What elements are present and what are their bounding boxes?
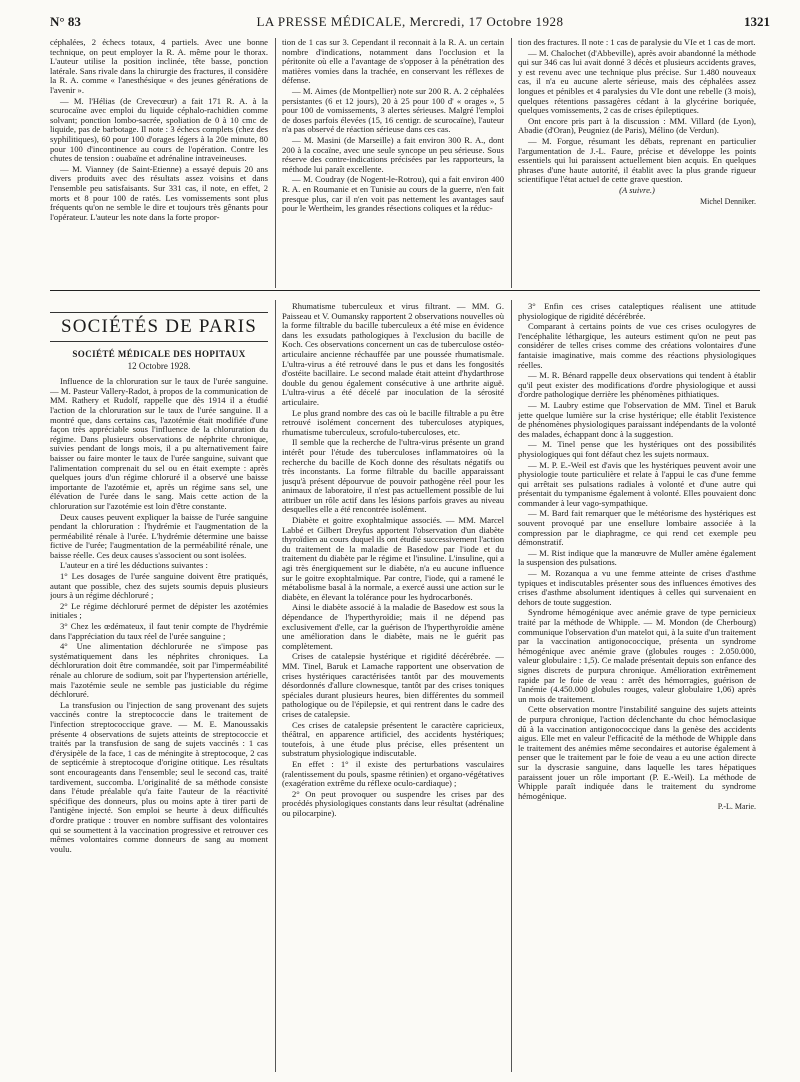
article-paragraph: Syndrome hémogénique avec anémie grave de type pernicieux traité par la méthode de Whipple. — M. Mondon (de Cherbourg) communique l'observation d'un matelot qui, à la suite d'un traitement par la vaccination antigonococcique, présenta un syndrome hémogénique avec anémie grave (globules rouges : 2.050.000, valeur globulaire : 1,5). Ce malade présentait depuis son enfance des signes discrets de purpura chronique. Amélioration extrêmement rapide par le foie de veau : arrêt des hémorragies, guérison de l'anémie (4.450.000 globules rouges, valeur globulaire 1,06) après un mois de traitement.	[518, 607, 756, 704]
article-paragraph: Diabète et goitre exophtalmique associés. — MM. Marcel Labbé et Gilbert Dreyfus apportent l'observation d'un diabète thyroïdien au cours duquel ils ont étudié successivement l'action du traitement de la maladie de Basedow par l'iode et du traitement du diabète par le régime et l'insuline. L'insuline, qui a agi très énergiquement sur le diabète, n'a eu aucune influence sur le goitre exophtalmique. Par contre, l'iode, qui a ramené le métabolisme basal à la normale, a exercé aussi une action sur le diabète, en élevant la tolérance pour les hydrocarbonés.	[282, 515, 504, 602]
paragraph: Ont encore pris part à la discussion : MM. Villard (de Lyon), Abadie (d'Oran), Peugniez (de Paris), Mélino (de Verdun).	[518, 115, 756, 136]
top-column-1	[50, 38, 268, 286]
paragraph: tion de 1 cas sur 3. Cependant il reconnait à la R. A. un certain nombre d'indications, notamment dans l'occlusion et la péritonite où elle a l'avantage de s'opposer à la pénétration des matières vomies dans la trachée, en conservant les réflexes de défense.	[282, 38, 504, 86]
paragraph: Il semble que la recherche de l'ultra-virus présente un grand intérêt pour l'étude des tuberculoses inflammatoires où la recherche du bacille de Koch donne des résultats négatifs ou très inconstants. La forme filtrable du bacille apparaissant jusqu'à présent dépourvue de pouvoir pathogène réel pour les animaux de laboratoire, il n'est pas actuellement possible de lui attribuer un rôle actif dans les lésions parfois graves au niveau desquelles elle a été rencontrée isolément.	[282, 437, 504, 515]
paragraph: — M. Chalochet (d'Abbeville), après avoir abandonné la méthode qui sur 346 cas lui avait donné 3 décès et plusieurs accidents graves, y est revenu avec une technique plus précise. Sur 1.480 nouveaux cas, il n'a eu aucune alerte sérieuse, mais des céphalées assez longues et pénibles et 4 paralysies du VIe dont une rebelle (3 mois), quelques rétentions passagères cédant à la glycérine boriquée, quelques vomissements, 2 cas de crises épileptiques.	[518, 47, 756, 116]
paragraph: Le plus grand nombre des cas où le bacille filtrable a pu être retrouvé isolément concernent des tuberculoses atypiques, rhumatisme tuberculeux, scrofulo-tuberculoses, etc.	[282, 407, 504, 437]
paragraph: — M. Bard fait remarquer que le météorisme des hystériques est souvent provoqué par une ensellure lombaire associée à la compression par le diaphragme, ce qui rend cet exemple peu démonstratif.	[518, 508, 756, 548]
bottom-column-3	[518, 302, 756, 1072]
paragraph: 3° Chez les œdémateux, il faut tenir compte de l'hydrémie dans l'appréciation du taux réel de l'urée sanguine ;	[50, 621, 268, 641]
column-divider	[275, 38, 276, 288]
page-number-right: 1321	[744, 14, 770, 29]
paragraph: En effet : 1° il existe des perturbations vasculaires (ralentissement du pouls, spasme rétinien) et organo-végétatives (exagération extrême du réflexe oculo-cardiaque) ;	[282, 758, 504, 789]
article-paragraph: Influence de la chloruration sur le taux de l'urée sanguine. — M. Pasteur Vallery-Radot, à propos de la communication de MM. Rathery et Rudolf, rappelle que dès 1914 il a étudié l'action de la chloruration sur le taux de l'urée sanguine. Il a montré que, dans certains cas, l'azotémie était modifiée d'une façon très appréciable sous l'influence de la chloruration du régime. Dans plusieurs observations de néphrite chronique, suivies pendant de longs mois, il a pu alternativement faire baisser ou faire monter le taux de l'urée sanguine, suivant que l'alimentation comprenait du sel ou en était exempte : après quelques jours d'un régime chloruré il a observé une baisse importante de l'azotémie et, après un régime sans sel, une élévation de l'urée dans le sang. Mais cette action de la chloruration sur l'azotémie est loin d'être constante.	[50, 376, 268, 511]
paragraph: — M. Masini (de Marseille) a fait environ 300 R. A., dont 200 à la cocaïne, avec une seule syncope un peu sérieuse. Sous réserve des contre-indications précisées par les rapporteurs, la méthode lui paraît excellente.	[282, 134, 504, 174]
column-divider	[511, 300, 512, 1072]
paragraph: — M. Tinel pense que les hystériques ont des possibilités physiologiques qui font défaut chez les sujets normaux.	[518, 439, 756, 459]
page-header	[50, 14, 770, 34]
paragraph: 2° Le régime déchloruré permet de dépister les azotémies initiales ;	[50, 600, 268, 621]
paragraph: Deux causes peuvent expliquer la baisse de l'urée sanguine pendant la chloruration : l'hydrémie et l'augmentation de la perméabilité rénale à l'urée. L'hydrémie détermine une baisse fictive de l'urée; l'augmentation de la perméabilité rénale, une baisse réelle. Ces deux causes s'associent ou sont isolées.	[50, 511, 268, 560]
society-name: SOCIÉTÉ MÉDICALE DES HOPITAUX	[72, 349, 246, 359]
paragraph: tion des fractures. Il note : 1 cas de paralysie du VIe et 1 cas de mort.	[518, 38, 756, 47]
paragraph: — M. Forgue, résumant les débats, reprenant en particulier l'argumentation de J.-L. Faure, précise et développe les points essentiels qui lui paraissent actuellement bien acquis. En quelques phrases d'une haute autorité, il établit avec la plus grande rigueur scientifique l'état actuel de cette grave question.	[518, 135, 756, 185]
paragraph: — M. Laubry estime que l'observation de MM. Tinel et Baruk jette quelque lumière sur la crise hystérique; elle établit l'existence de phénomènes physiologiques paraissant indépendants de la volonté des malades, échappant donc à la suggestion.	[518, 399, 756, 439]
column-divider	[511, 38, 512, 288]
paragraph: Comparant à certains points de vue ces crises oculogyres de l'encéphalite léthargique, les auteurs estiment qu'on ne peut pas considérer de telles crises comme des créations volontaires d'une fantaisie imaginative, mais comme des réactions physiologiques réelles.	[518, 321, 756, 370]
session-date: 12 Octobre 1928.	[127, 360, 191, 371]
paragraph: 3° Enfin ces crises cataleptiques réalisent une attitude physiologique de rigidité décérébrée.	[518, 302, 756, 321]
author-signature: Michel Denniker.	[700, 196, 756, 206]
bottom-column-2	[282, 302, 504, 1072]
paragraph: 1° Les dosages de l'urée sanguine doivent être pratiqués, autant que possible, chez des sujets soumis depuis plusieurs jours à un régime déchloruré ;	[50, 571, 268, 601]
section-divider	[50, 290, 760, 291]
article-paragraph: Rhumatisme tuberculeux et virus filtrant. — MM. G. Paisseau et V. Oumansky rapportent 2 observations nouvelles où la forme filtrable du bacille tuberculeux a été mise en évidence dans les exsudats pathologiques à l'exclusion du bacille de Koch. Ces observations concernent un cas de tuberculose ostéo-articulaire ancienne réchauffée par une poussée rhumatismale. L'ultra-virus a été retrouvé dans le pus et dans les fongosités d'ostéite bacillaire. Le second malade était atteint d'hydarthrose double du genou également consécutive à une arthrite aiguë. L'ultra-virus a été décelé par inoculation de la sérosité articulaire.	[282, 302, 504, 407]
paragraph: — M. Rist indique que la manœuvre de Muller amène également la suspension des pulsations.	[518, 547, 756, 568]
to-be-continued: (A suivre.)	[619, 184, 655, 195]
paragraph: céphalées, 2 échecs totaux, 4 partiels. Avec une bonne technique, on peut employer la R. A. même pour le thorax. L'auteur utilise la position inclinée, tête basse, ponction latérale. Sans rivale dans la chirurgie des fractures, il considère la R. A. comme « l'anesthésique « des jeunes générations de l'avenir ».	[50, 38, 268, 95]
paragraph: 2° On peut provoquer ou suspendre les crises par des procédés physiologiques constants dans leur résultat (adrénaline ou pilocarpine).	[282, 788, 504, 818]
paragraph: Ainsi le diabète associé à la maladie de Basedow est sous la dépendance de l'hyperthyroïdie; mais il ne dépend pas exclusivement d'elle, car la guérison de l'hyperthyroïdie amène une amélioration dans le diabète, mais ne le guérit pas complètement.	[282, 602, 504, 651]
paragraph: 4° Une alimentation déchlorurée ne s'impose pas systématiquement dans les néphrites chroniques. La déchloruration doit être commandée, soit par l'imperméabilité rénale au chlorure de sodium, soit par l'hypertension artérielle, mais l'azotémie seule ne semble pas justiciable du régime déchloruré.	[50, 641, 268, 700]
column-divider	[275, 300, 276, 1072]
paragraph: — M. Rozanqua a vu une femme atteinte de crises d'asthme typiques et indiscutables présenter sous des influences émotives des crises d'asthme absolument identiques à celles qui survenaient en dehors de toute suggestion.	[518, 568, 756, 607]
bottom-column-1	[50, 302, 268, 1072]
author-signature: P.-L. Marie.	[717, 802, 756, 812]
article-paragraph: Crises de catalepsie hystérique et rigidité décérébrée. — MM. Tinel, Baruk et Lamache rapportent une observation de crises hystériques caractérisées tantôt par des mouvements désordonnés d'allure clownesque, tantôt par des crises toniques spéciales durant plusieurs heures, bien différentes du sommeil pathologique ou de l'épilepsie, et qui rentrent dans le cadre des crises de catalepsie.	[282, 651, 504, 719]
paragraph: — M. P. E.-Weil est d'avis que les hystériques peuvent avoir une physiologie toute particulière et relate à l'appui le cas d'une femme qui arrêtait ses pulsations radiales à volonté et d'une autre qui présentait du tympanisme également à volonté. Elles pouvaient donc commander à leur vago-sympathique.	[518, 459, 756, 508]
journal-title: LA PRESSE MÉDICALE, Mercredi, 17 Octobre 1928	[256, 14, 564, 29]
paragraph: — M. Coudray (de Nogent-le-Rotrou), qui a fait environ 400 R. A. en Roumanie et en Tunisie au cours de la guerre, n'en fait presque plus, car il n'en voit pas nettement les avantages sauf pour le Wertheim, les grandes résections coliques et la réduc-	[282, 174, 504, 214]
paragraph: — M. Vianney (de Saint-Etienne) a essayé depuis 20 ans divers produits avec des résultats assez voisins et dans l'ensemble peu satisfaisants. Sur 331 cas, il note, en effet, 2 morts et 8 pour 100 de ratés. Les vomissements sont plus fréquents qu'on ne semble le dire et toujours très gênants pour l'opérateur. L'auteur les note dans la forte propor-	[50, 163, 268, 222]
paragraph: — M. R. Bénard rappelle deux observations qui tendent à établir qu'il peut exister des modifications d'ordre physiologique et aussi d'ordre pathologique derrière les phénomènes pithiatiques.	[518, 370, 756, 400]
top-column-2	[282, 38, 504, 286]
section-title: SOCIÉTÉS DE PARIS	[50, 312, 268, 342]
paragraph: Cette observation montre l'instabilité sanguine des sujets atteints de purpura chronique, l'action déclenchante du choc hémoclasique dû à la vaccination antigonococcique dans la genèse des accidents aigus. Elle met en valeur l'efficacité de la méthode de Whipple dans le traitement des anémies même secondaires et autorise également à penser que le traitement par le foie de veau a eu une action directe sur la dyscrasie sanguine, dans laquelle les tares hépatiques paraissent jouer un rôle important (P. E.-Weil). La méthode de Whipple paraît indiquée dans le traitement du syndrome hémogénique.	[518, 704, 756, 801]
paragraph: — M. l'Hélias (de Crevecœur) a fait 171 R. A. à la scurocaïne avec emploi du liquide céphalo-rachidien comme solvant; ponction lombo-sacrée, spoliation de 0 à 10 cmc de liquide, pas de barbotage. Il note : 3 échecs complets (chez des syphilitiques), 60 pour 100 d'orages légers à la 20e minute, 80 pour 100 d'incontinence au cours de l'opération. Contre les chutes de tension : ouabaïne et adrénaline intraveineuses.	[50, 95, 268, 164]
paragraph: — M. Aimes (de Montpellier) note sur 200 R. A. 2 céphalées persistantes (6 et 12 jours), 20 à 25 pour 100 d' « orages », 5 pour 100 de vomissements, 3 alertes sérieuses. Malgré l'emploi de doses parfois élevées (15, 16 centigr. de scurocaïne), l'auteur n'a pas observé de réaction sérieuse dans ces cas.	[282, 85, 504, 135]
paragraph: L'auteur en a tiré les déductions suivantes :	[60, 560, 208, 571]
article-paragraph: La transfusion ou l'injection de sang provenant des sujets vaccinés contre la streptococcie dans le traitement de l'infection streptococcique grave. — M. E. Manoussakis présente 4 observations de sujets atteints de streptococcie et traités par la transfusion de sang de sujets vaccinés : 1 cas d'érysipèle de la face, 1 cas de méningite à streptocoque, 2 cas de septicémie à streptocoque d'origine otitique. Les résultats sont encourageants dans l'ensemble; seul le second cas, traité tardivement, succomba. L'originalité de sa méthode consiste dans l'étude préalable qu'a faite l'auteur de la réactivité spécifique des donneurs, plus ou moins apte à tirer parti de l'antigène injecté. Son emploi se heurte à deux difficultés d'ordre pratique : trouver en nombre suffisant des volontaires qui se soumettent à la vaccination progressive et retrouver ces mêmes volontaires comme donneurs de sang au moment voulu.	[50, 699, 268, 854]
top-column-3	[518, 38, 756, 286]
paragraph: Ces crises de catalepsie présentent le caractère capricieux, théâtral, en apparence artificiel, des accidents hystériques; toutefois, à une étude plus précise, elles présentent un substratum physiologique indiscutable.	[282, 719, 504, 759]
page-number-left: N° 83	[50, 14, 81, 29]
